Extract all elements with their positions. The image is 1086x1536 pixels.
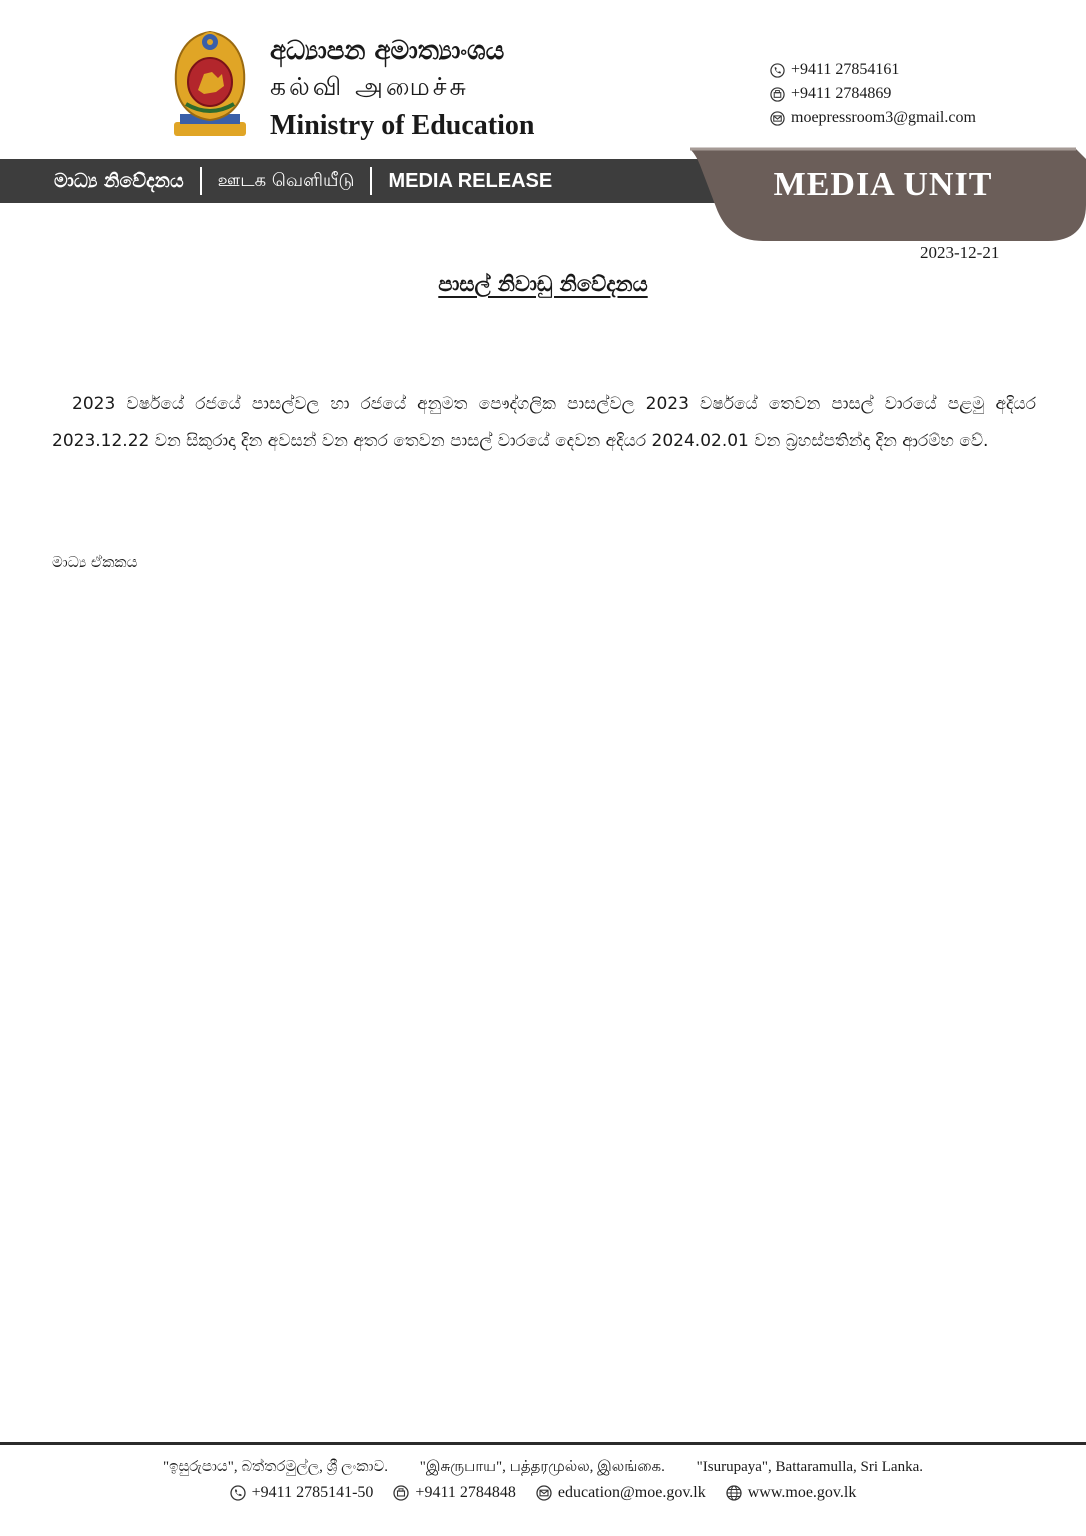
footer-email[interactable] [536,1484,706,1502]
media-release-labels [54,159,552,203]
address-sinhala: "ඉසුරුපාය", බත්තරමුල්ල, ශ්‍රී ලංකාව. [162,1459,389,1475]
phone-icon [230,1485,246,1501]
footer-phone-number: +9411 2785141-50 [251,1484,374,1501]
notice-title [0,272,1086,297]
divider [200,167,202,195]
press-email [770,106,976,130]
footer-website-url[interactable]: www.moe.gov.lk [747,1484,857,1501]
media-release-tamil: ஊடக வெளியீடு [217,169,355,191]
national-emblem-logo [170,26,250,138]
press-contacts [770,58,976,130]
media-release-english: MEDIA RELEASE [388,169,553,192]
email-icon [536,1485,552,1501]
signoff: මාධ්‍ය ඒකකය [52,553,138,571]
divider [370,167,372,195]
globe-icon [726,1485,742,1501]
footer-contacts [0,1484,1086,1502]
press-fax-number: +9411 2784869 [791,85,892,102]
media-release-sinhala: මාධ්‍ය නිවේදනය [54,170,184,192]
notice-title-text: පාසල් නිවාඩු නිවේදනය [438,272,648,296]
ministry-name-english: Ministry of Education [270,110,535,141]
address-tamil: "இசுருபாய", பத்தரமுல்ல, இலங்கை. [419,1459,665,1475]
footer-email-address[interactable]: education@moe.gov.lk [557,1484,706,1501]
footer-phone [230,1484,374,1502]
footer-fax [393,1484,515,1502]
release-date: 2023-12-21 [920,243,1000,262]
fax-icon [770,87,785,102]
address-english: "Isurupaya", Battaramulla, Sri Lanka. [696,1459,923,1475]
email-icon [770,111,785,126]
notice-body: 2023 වර්ෂයේ රජයේ පාසල්වල හා රජයේ අනුමත පෞද්ගලික පාසල්වල 2023 වර්ෂයේ තෙවන පාසල් වාරයේ පළමු අදියර 2023.12.22 වන සිකුරාදා දින අවසන් වන අතර තෙවන පාසල් වාරයේ දෙවන අදියර 2024.02.01 වන බ්‍රහස්පතින්දා දින ආරම්භ වේ. [52,394,1036,451]
ministry-name-sinhala: අධ්‍යාපන අමාත්‍යාංශය [270,36,505,66]
press-phone-number: +9411 27854161 [791,61,900,78]
press-fax [770,82,976,106]
footer-address [0,1458,1086,1477]
ministry-name-tamil: கல்வி அமைச்சு [270,72,469,101]
phone-icon [770,63,785,78]
press-email-address: moepressroom3@gmail.com [791,109,976,126]
fax-icon [393,1485,409,1501]
footer-website[interactable] [726,1484,857,1502]
footer-fax-number: +9411 2784848 [415,1484,516,1501]
media-unit-title: MEDIA UNIT [773,166,993,203]
press-phone [770,58,976,82]
footer-rule [0,1442,1086,1445]
